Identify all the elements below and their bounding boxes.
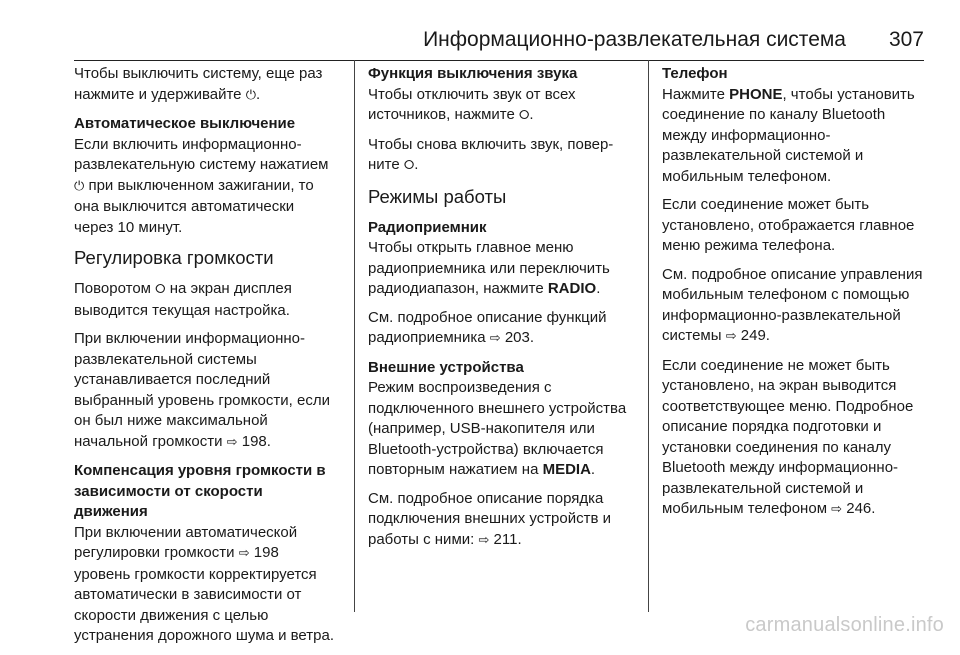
paragraph-phone: Нажмите PHONE, чтобы установить соединение по каналу Bluetooth между информационно-развлекательной системой и мобильным телефоном.	[662, 85, 915, 185]
heading-radio: Радиоприемник	[368, 218, 487, 236]
heading-phone: Телефон	[662, 65, 728, 82]
phone-key-label: PHONE	[729, 85, 783, 103]
paragraph-phone-not-connected: Если соединение не может быть установлено, на экран выводится соответствующее меню. Подробное описание порядка подготовки и установки соединения по каналу Bluetooth между информационно-развлекательной системой и мобильным телефоном ⇨ 246.	[662, 356, 914, 517]
paragraph-mute: Чтобы отключить звук от всех источников, нажмите ⭘.	[368, 85, 576, 123]
column-2	[368, 64, 630, 559]
page-ref-icon: ⇨	[489, 331, 501, 346]
page-header	[74, 26, 924, 61]
volume-knob-icon: ⭘	[155, 282, 166, 297]
watermark: carmanualsonline.info	[745, 614, 944, 636]
paragraph-external: Режим воспроизведения с подключенного внешнего устройства (например, USB-накопителя или Bluetooth-устройства) включается повторным нажатием на MEDIA.	[368, 379, 627, 478]
page-ref-link[interactable]: 198.	[241, 432, 271, 450]
page-ref-icon: ⇨	[226, 434, 238, 450]
page-title: Информационно-развлекательная система	[423, 28, 846, 51]
heading-volume: Регулировка громкости	[74, 247, 274, 268]
page-ref-icon: ⇨	[831, 502, 843, 517]
volume-knob-icon: ⭘	[519, 108, 530, 123]
column-divider-1	[354, 60, 355, 612]
page-ref-link[interactable]: 198	[253, 544, 279, 561]
page-ref-link[interactable]: 246.	[846, 500, 876, 517]
column-3	[662, 64, 924, 529]
heading-speed-volume: Компенсация уровня громкости в зависимости от скорости движения	[74, 462, 326, 520]
power-icon: ⏻	[245, 87, 256, 103]
page-ref-link[interactable]: 203.	[504, 329, 535, 346]
power-icon: ⏻	[74, 178, 85, 194]
page-ref-link[interactable]: 211.	[493, 530, 522, 548]
radio-key-label: RADIO	[547, 280, 597, 297]
page-ref-icon: ⇨	[725, 329, 737, 344]
volume-knob-icon: ⭘	[403, 158, 415, 173]
paragraph-speed-volume: При включении автоматической регулировки громкости ⇨ 198 уровень громкости корректируется автоматически в зависимости от скорости движения с целью устранения дорожного шума и ветра.	[74, 523, 334, 644]
page-number: 307	[888, 28, 924, 51]
column-1	[74, 64, 336, 655]
paragraph-phone-connected: Если соединение может быть установлено, отображается главное меню режима телефона.	[662, 196, 915, 254]
heading-modes: Режимы работы	[368, 185, 507, 207]
column-divider-2	[648, 60, 649, 612]
heading-auto-off: Автоматическое выключение	[74, 115, 296, 132]
page-ref-link[interactable]: 249.	[740, 327, 770, 344]
paragraph-radio-ref: См. подробное описание функций радиоприемника ⇨ 203.	[368, 308, 607, 346]
paragraph-external-ref: См. подробное описание порядка подключения внешних устройств и работы с ними: ⇨ 211.	[368, 489, 612, 548]
paragraph-radio: Чтобы открыть главное меню радиоприемника или переключить радиодиапазон, нажмите RADIO.	[368, 239, 610, 297]
heading-mute: Функция выключения звука	[368, 65, 578, 82]
paragraph-power-off: Чтобы выключить систему, еще раз нажмите и удерживайте ⏻.	[74, 65, 323, 103]
page-ref-icon: ⇨	[478, 532, 490, 548]
paragraph-volume-knob: Поворотом ⭘ на экран дисплея выводится текущая настройка.	[74, 280, 292, 319]
paragraph-auto-off: Если включить информационно-развлекательную систему нажатием ⏻ при выключенном зажигании, то она выключится автоматически через 10 минут.	[74, 135, 329, 236]
heading-external-devices: Внешние устройства	[368, 358, 524, 376]
paragraph-unmute: Чтобы снова включить звук, повер- ните ⭘.	[368, 135, 614, 173]
page-ref-icon: ⇨	[238, 546, 250, 561]
paragraph-volume-startup: При включении информационно-развлекательной системы устанавливается последний выбранный уровень громкости, если он был ниже максимальной начальной громкости ⇨ 198.	[74, 330, 330, 450]
paragraph-phone-ref: См. подробное описание управления мобильным телефоном с помощью информационно-развлекательной системы ⇨ 249.	[662, 265, 923, 344]
media-key-label: MEDIA	[542, 461, 591, 478]
